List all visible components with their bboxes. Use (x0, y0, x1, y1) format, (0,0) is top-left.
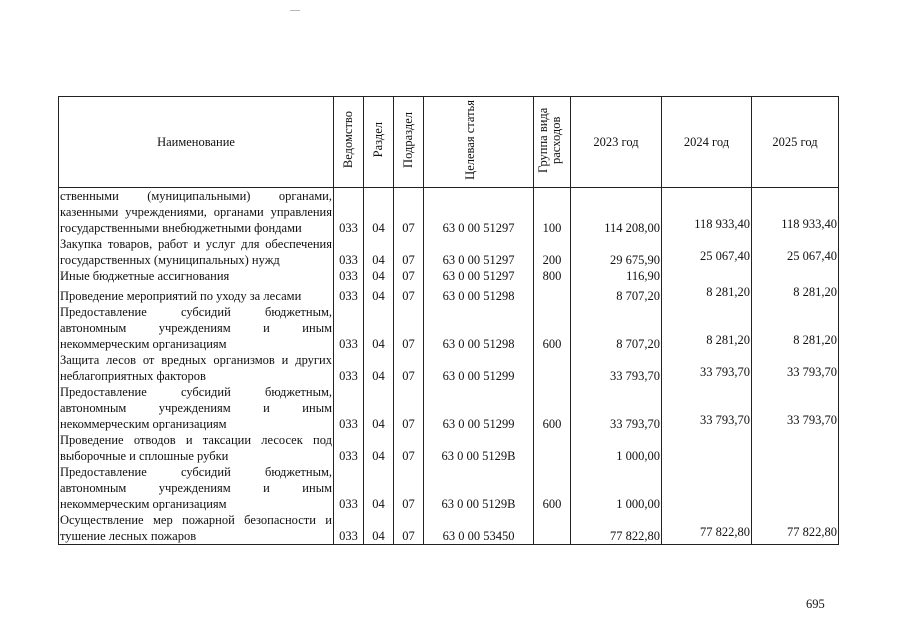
cell-y2023: 1 000,00 (571, 432, 662, 464)
cell-group: 200 (534, 236, 571, 268)
cell-y2025: 118 933,40 (752, 188, 839, 237)
header-2024: 2024 год (662, 97, 752, 188)
budget-table (58, 96, 839, 545)
cell-name: ственными (муниципальными) органами, казенными учреждениями, органами управления государственными внебюджетными фондами (60, 189, 332, 235)
cell-y2024: 118 933,40 (662, 188, 752, 237)
cell-ministry: 033 (334, 284, 364, 304)
cell-group: 800 (534, 268, 571, 284)
cell-y2023: 116,90 (571, 268, 662, 284)
cell-subsection: 07 (394, 432, 424, 464)
table-row (59, 304, 839, 352)
cell-y2025: 33 793,70 (752, 352, 839, 384)
cell-subsection: 07 (394, 384, 424, 432)
table-row (59, 268, 839, 284)
cell-group: 600 (534, 304, 571, 352)
header-target: Целевая статья (424, 97, 534, 188)
cell-section: 04 (364, 352, 394, 384)
cell-subsection: 07 (394, 352, 424, 384)
cell-target: 63 0 00 51299 (424, 384, 534, 432)
cell-name: Проведение мероприятий по уходу за лесами (59, 284, 334, 304)
cell-ministry: 033 (334, 236, 364, 268)
table-row (59, 512, 839, 545)
table-row (59, 352, 839, 384)
cell-name: Предоставление субсидий бюджетным, автономным учреждениям и иным некоммерческим организациям (60, 305, 332, 351)
cell-section: 04 (364, 464, 394, 512)
cell-y2023: 29 675,90 (571, 236, 662, 268)
cell-ministry: 033 (334, 384, 364, 432)
cell-subsection: 07 (394, 236, 424, 268)
cell-target: 63 0 00 51298 (424, 284, 534, 304)
cell-y2025: 33 793,70 (752, 384, 839, 432)
cell-group (534, 432, 571, 464)
table-header-row (59, 97, 839, 188)
cell-section: 04 (364, 236, 394, 268)
cell-y2023: 8 707,20 (571, 304, 662, 352)
cell-y2023: 8 707,20 (571, 284, 662, 304)
cell-y2023: 33 793,70 (571, 384, 662, 432)
cell-target: 63 0 00 53450 (424, 512, 534, 545)
cell-target: 63 0 00 5129В (424, 464, 534, 512)
cell-target: 63 0 00 51297 (424, 268, 534, 284)
cell-ministry: 033 (334, 352, 364, 384)
cell-y2023: 77 822,80 (571, 512, 662, 545)
cell-y2024: 8 281,20 (662, 284, 752, 304)
cell-y2025: 8 281,20 (752, 284, 839, 304)
cell-section: 04 (364, 268, 394, 284)
cell-group (534, 512, 571, 545)
cell-y2024: 33 793,70 (662, 384, 752, 432)
cell-target: 63 0 00 51297 (424, 236, 534, 268)
cell-group: 600 (534, 464, 571, 512)
cell-group (534, 284, 571, 304)
cell-y2025: 8 281,20 (752, 304, 839, 352)
cell-group: 600 (534, 384, 571, 432)
cell-section: 04 (364, 284, 394, 304)
cell-ministry: 033 (334, 268, 364, 284)
cell-ministry: 033 (334, 188, 364, 237)
cell-ministry: 033 (334, 432, 364, 464)
table-row (59, 432, 839, 464)
cell-y2024: 8 281,20 (662, 304, 752, 352)
cell-y2024 (662, 432, 752, 464)
cell-section: 04 (364, 188, 394, 237)
cell-subsection: 07 (394, 188, 424, 237)
cell-y2024 (662, 268, 752, 284)
header-2023: 2023 год (571, 97, 662, 188)
cell-subsection: 07 (394, 512, 424, 545)
header-expense-group: Группа вида расходов (534, 97, 571, 188)
cell-y2025 (752, 268, 839, 284)
cell-ministry: 033 (334, 512, 364, 545)
cell-y2024: 25 067,40 (662, 236, 752, 268)
cell-name: Защита лесов от вредных организмов и других неблагоприятных факторов (60, 353, 332, 383)
cell-section: 04 (364, 432, 394, 464)
table-row (59, 236, 839, 268)
cell-y2023: 1 000,00 (571, 464, 662, 512)
cell-section: 04 (364, 512, 394, 545)
cell-y2025: 77 822,80 (752, 512, 839, 545)
cell-target: 63 0 00 5129В (424, 432, 534, 464)
cell-target: 63 0 00 51298 (424, 304, 534, 352)
cell-name: Проведение отводов и таксации лесосек под выборочные и сплошные рубки (60, 433, 332, 463)
cell-ministry: 033 (334, 304, 364, 352)
cell-y2025 (752, 464, 839, 512)
cell-name: Закупка товаров, работ и услуг для обеспечения государственных (муниципальных) нужд (60, 237, 332, 267)
header-subsection: Подраздел (394, 97, 424, 188)
cell-subsection: 07 (394, 464, 424, 512)
cell-name: Предоставление субсидий бюджетным, автономным учреждениям и иным некоммерческим организациям (60, 465, 332, 511)
cell-y2025: 25 067,40 (752, 236, 839, 268)
cell-section: 04 (364, 384, 394, 432)
cell-subsection: 07 (394, 284, 424, 304)
cell-name: Осуществление мер пожарной безопасности и тушение лесных пожаров (60, 513, 332, 543)
table-row (59, 188, 839, 237)
cell-target: 63 0 00 51299 (424, 352, 534, 384)
cell-y2025 (752, 432, 839, 464)
table-row (59, 384, 839, 432)
cell-section: 04 (364, 304, 394, 352)
cell-name: Предоставление субсидий бюджетным, автономным учреждениям и иным некоммерческим организациям (60, 385, 332, 431)
table-row (59, 464, 839, 512)
cell-y2023: 114 208,00 (571, 188, 662, 237)
header-2025: 2025 год (752, 97, 839, 188)
cell-group (534, 352, 571, 384)
cell-name: Иные бюджетные ассигнования (59, 268, 334, 284)
cell-target: 63 0 00 51297 (424, 188, 534, 237)
header-ministry: Ведомство (334, 97, 364, 188)
header-name: Наименование (59, 97, 334, 188)
cell-ministry: 033 (334, 464, 364, 512)
cell-subsection: 07 (394, 304, 424, 352)
cell-subsection: 07 (394, 268, 424, 284)
cell-y2024 (662, 464, 752, 512)
cell-y2024: 77 822,80 (662, 512, 752, 545)
cell-y2024: 33 793,70 (662, 352, 752, 384)
table-row (59, 284, 839, 304)
header-section: Раздел (364, 97, 394, 188)
cell-y2023: 33 793,70 (571, 352, 662, 384)
scan-mark (290, 10, 300, 11)
cell-group: 100 (534, 188, 571, 237)
page-number: 695 (806, 597, 825, 611)
